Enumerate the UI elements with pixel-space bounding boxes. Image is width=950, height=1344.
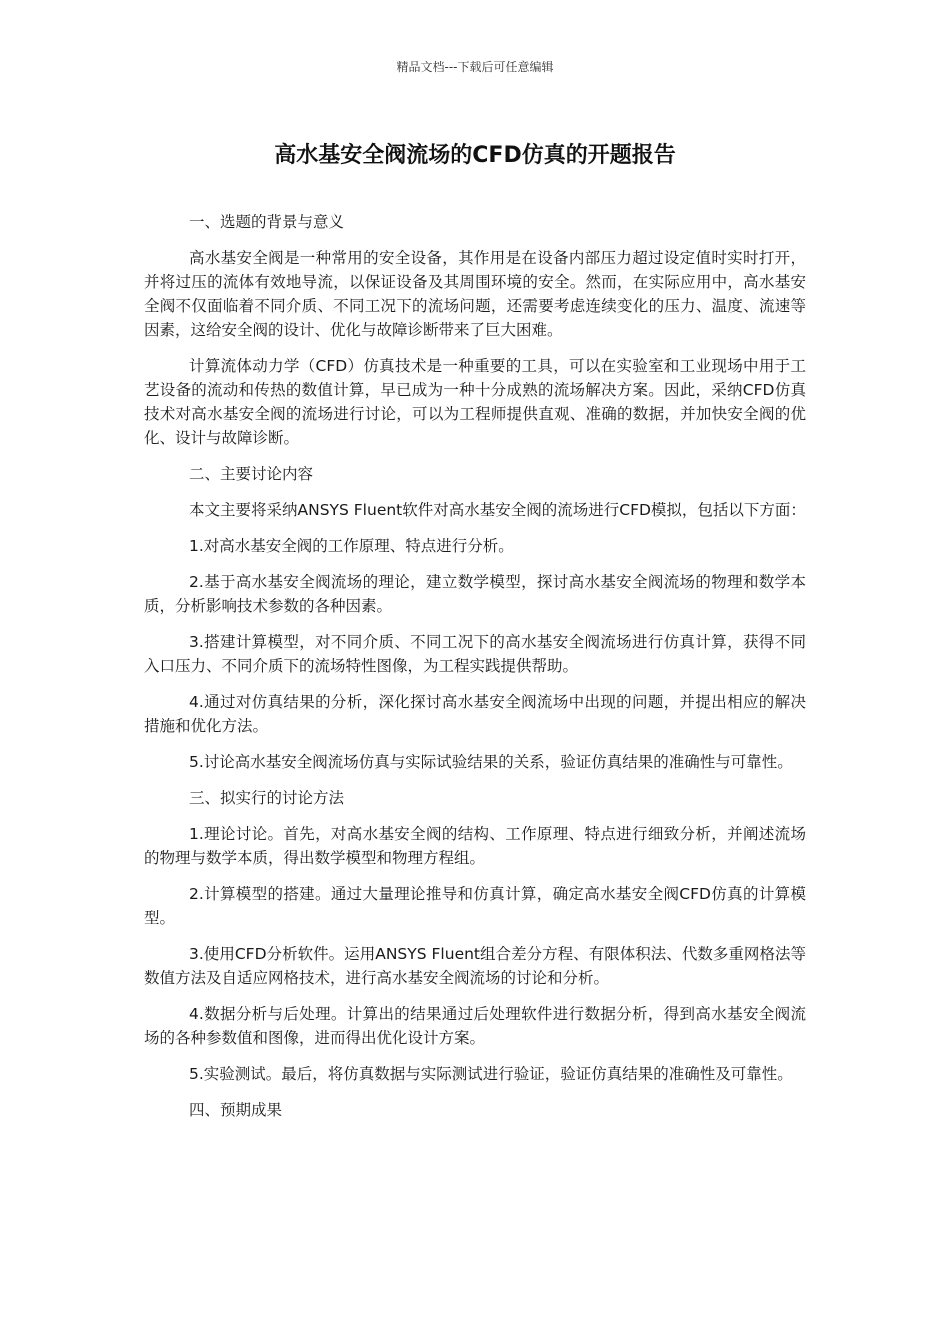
document-title: 高水基安全阀流场的CFD仿真的开题报告 — [274, 143, 676, 168]
document-body — [144, 210, 806, 1134]
paragraph: 5.讨论高水基安全阀流场仿真与实际试验结果的关系，验证仿真结果的准确性与可靠性。 — [189, 753, 793, 771]
paragraph: 4.通过对仿真结果的分析，深化探讨高水基安全阀流场中出现的问题，并提出相应的解决措施和优化方法。 — [144, 693, 806, 735]
paragraph: 1.理论讨论。首先，对高水基安全阀的结构、工作原理、特点进行细致分析，并阐述流场的物理与数学本质，得出数学模型和物理方程组。 — [144, 825, 806, 867]
paragraph: 1.对高水基安全阀的工作原理、特点进行分析。 — [189, 537, 514, 555]
paragraph: 3.搭建计算模型，对不同介质、不同工况下的高水基安全阀流场进行仿真计算，获得不同入口压力、不同介质下的流场特性图像，为工程实践提供帮助。 — [144, 633, 806, 675]
section-heading: 二、主要讨论内容 — [189, 465, 314, 483]
section-heading: 三、拟实行的讨论方法 — [189, 789, 345, 807]
paragraph: 2.计算模型的搭建。通过大量理论推导和仿真计算，确定高水基安全阀CFD仿真的计算模型。 — [144, 885, 806, 927]
paragraph: 4.数据分析与后处理。计算出的结果通过后处理软件进行数据分析，得到高水基安全阀流场的各种参数值和图像，进而得出优化设计方案。 — [144, 1005, 806, 1047]
page-header: 精品文档---下载后可任意编辑 — [396, 60, 554, 74]
section-heading: 四、预期成果 — [189, 1101, 283, 1119]
paragraph: 本文主要将采纳ANSYS Fluent软件对高水基安全阀的流场进行CFD模拟，包括以下方面： — [189, 501, 806, 519]
paragraph: 高水基安全阀是一种常用的安全设备，其作用是在设备内部压力超过设定值时实时打开，并将过压的流体有效地导流，以保证设备及其周围环境的安全。然而，在实际应用中，高水基安全阀不仅面临着不同介质、不同工况下的流场问题，还需要考虑连续变化的压力、温度、流速等因素，这给安全阀的设计、优化与故障诊断带来了巨大困难。 — [144, 249, 806, 339]
section-heading: 一、选题的背景与意义 — [189, 213, 345, 231]
paragraph: 计算流体动力学（CFD）仿真技术是一种重要的工具，可以在实验室和工业现场中用于工艺设备的流动和传热的数值计算，早已成为一种十分成熟的流场解决方案。因此，采纳CFD仿真技术对高水基安全阀的流场进行讨论，可以为工程师提供直观、准确的数据，并加快安全阀的优化、设计与故障诊断。 — [144, 357, 806, 447]
paragraph: 2.基于高水基安全阀流场的理论，建立数学模型，探讨高水基安全阀流场的物理和数学本质，分析影响技术参数的各种因素。 — [144, 573, 806, 615]
paragraph: 5.实验测试。最后，将仿真数据与实际测试进行验证，验证仿真结果的准确性及可靠性。 — [189, 1065, 793, 1083]
paragraph: 3.使用CFD分析软件。运用ANSYS Fluent组合差分方程、有限体积法、代数多重网格法等数值方法及自适应网格技术，进行高水基安全阀流场的讨论和分析。 — [144, 945, 806, 987]
